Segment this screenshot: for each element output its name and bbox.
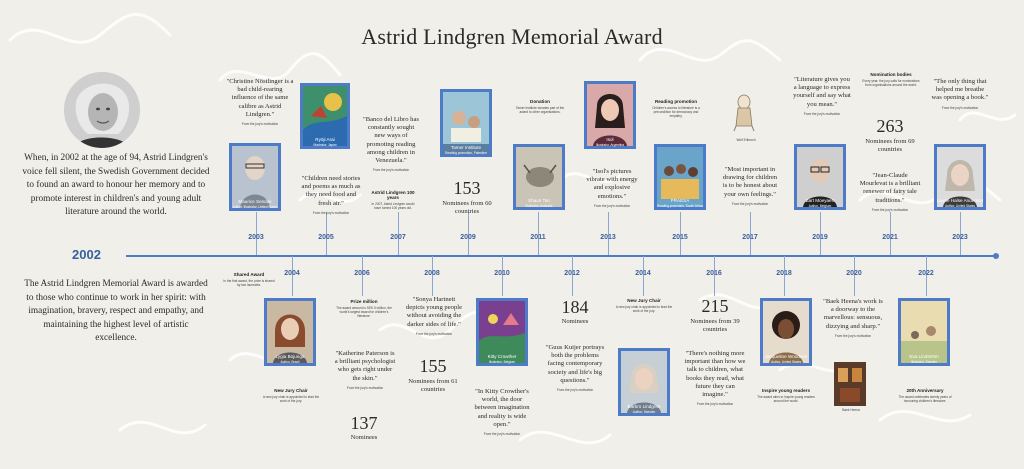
- year-label-2012: 2012: [564, 270, 580, 277]
- quote-guus-kuijer: "Guus Kuijer portrays both the problems facing contemporary society and life's big questions." From the jury's motivation: [545, 344, 605, 393]
- card-tamer-institute: Tamer Institute Reading promotion, Palestine: [440, 89, 492, 157]
- year-label-2004: 2004: [284, 270, 300, 277]
- count-2008-label: Nominees from 61 countries: [408, 378, 458, 393]
- quote-baek-heena: "Baek Heena's work is a doorway to the marvellous: sensuous, dizzying and sharp." From the jury's motivation: [823, 298, 883, 338]
- quote-bart-moeyaert: "Literature gives you a language to express yourself and say what you mean." From the jury's motivation: [793, 76, 851, 116]
- card-laurie-halse-anderson: Laurie Halse Anderson Author, United States: [934, 144, 986, 210]
- card-ryoji-arai: Ryōji Arai Illustrator, Japan: [300, 83, 350, 149]
- year-label-2020: 2020: [846, 270, 862, 277]
- blurb-20th-anniversary: 20th Anniversary The award celebrates twenty years of honouring children's literature.: [898, 388, 952, 404]
- blurb-new-jury-chair-2014: New Jury Chair A new jury chair is appointed to lead the work of the jury.: [615, 298, 673, 314]
- erlbruch-caption: Wolf Erlbruch: [736, 138, 756, 142]
- count-2009-number: 153: [453, 178, 481, 198]
- card-maurice-sendak: Maurice Sendak Author, Illustrator, United States: [229, 143, 281, 211]
- count-2008-number: 155: [419, 356, 447, 376]
- blurb-shared-award: Shared Award In the first award, the prize is shared by two laureates.: [223, 272, 275, 288]
- baek-heena-illustration: [834, 362, 866, 406]
- count-2012-number: 184: [561, 297, 589, 317]
- count-2016-label: Nominees from 39 countries: [690, 318, 740, 333]
- year-label-2009: 2009: [460, 234, 476, 241]
- blurb-reading-promotion: Reading promotion Children's access to literature is a precondition for democracy and empathy.: [652, 99, 700, 119]
- mission-text: The Astrid Lindgren Memorial Award is awarded to those who continue to work in her spirit: with imagination, bravery, respect and empathy, and maintaining the highest level of artistic excellence.: [24, 279, 208, 343]
- quote-isol: "Isol's pictures vibrate with energy and explosive emotions." From the jury's motivation: [586, 168, 638, 208]
- year-label-2019: 2019: [812, 234, 828, 241]
- count-2012-label: Nominees: [561, 318, 589, 325]
- quote-laurie-halse-anderson: "The only thing that helped me breathe was opening a book." From the jury's motivation: [931, 78, 989, 110]
- start-year-label: 2002: [72, 247, 101, 262]
- count-2006-label: Nominees: [350, 434, 378, 441]
- count-2021-number: 263: [876, 116, 904, 136]
- blurb-prize-million: Prize million The award amount is SEK 5 million, the world's largest award for children's literature.: [336, 299, 392, 319]
- card-eva-lindstrom: Eva Lindström Illustrator, Sweden: [898, 298, 950, 366]
- card-shaun-tan: Shaun Tan Illustrator, Australia: [513, 144, 565, 210]
- year-label-2023: 2023: [952, 234, 968, 241]
- year-label-2022: 2022: [918, 270, 934, 277]
- quote-katherine-paterson: "Katherine Paterson is a brilliant psychologist who gets right under the skin." From the jury's motivation: [334, 350, 396, 390]
- quote-ryoji-arai: "Children need stories and poems as much as they need food and fresh air." From the jury's motivation: [301, 175, 361, 215]
- year-label-2007: 2007: [390, 234, 406, 241]
- astrid-lindgren-portrait: [64, 72, 140, 148]
- baek-heena-caption: Baek Heena: [842, 408, 860, 412]
- page-title: Astrid Lindgren Memorial Award: [361, 24, 663, 49]
- intro-text: When, in 2002 at the age of 94, Astrid Lindgren's voice fell silent, the Swedish Government decided to found an award to honour her memory and to promote interest in children's and young adult literature around the world.: [22, 153, 210, 217]
- quote-banco-del-libro: "Banco del Libro has constantly sought new ways of promoting reading among children in Venezuela." From the jury's motivation: [363, 116, 419, 173]
- year-label-2006: 2006: [354, 270, 370, 277]
- quote-sonya-hartnett: "Sonya Hartnett depicts young people without avoiding the darker sides of life." From the jury's motivation: [405, 296, 463, 336]
- year-label-2018: 2018: [776, 270, 792, 277]
- year-label-2011: 2011: [530, 234, 546, 241]
- count-2006-number: 137: [350, 413, 378, 433]
- count-2016-number: 215: [701, 296, 729, 316]
- year-label-2021: 2021: [882, 234, 898, 241]
- year-label-2017: 2017: [742, 234, 758, 241]
- year-label-2016: 2016: [706, 270, 722, 277]
- quote-meg-rosoff: "There's nothing more important than how we talk to children, what books they read, what future they can imagine." From the jury's motivation: [684, 350, 746, 407]
- quote-mourlevat: "Jean-Claude Mourlevat is a brilliant renewer of fairy tale traditions." From the jury's motivation: [859, 172, 921, 212]
- card-isol: Isol Illustrator, Argentina: [584, 81, 636, 149]
- quote-kitty-crowther: "In Kitty Crowther's world, the door between imagination and reality is wide open." From the jury's motivation: [474, 388, 530, 437]
- card-kitty-crowther: Kitty Crowther Illustrator, Belgium: [476, 298, 528, 366]
- year-label-2013: 2013: [600, 234, 616, 241]
- erlbruch-illustration: [728, 92, 760, 132]
- blurb-nomination-bodies: Nomination bodies Every year, the jury calls for nominations from organisations around the world.: [862, 72, 920, 88]
- card-barbro-lindgren: Barbro Lindgren Author, Sweden: [618, 348, 670, 416]
- card-bart-moeyaert: Bart Moeyaert Author, Belgium: [794, 144, 846, 210]
- year-label-2003: 2003: [248, 234, 264, 241]
- blurb-astrid-100-years: Astrid Lindgren 100 years In 2007, Astrid Lindgren would have turned 100 years old.: [371, 190, 415, 211]
- blurb-donation: Donation Tamer Institute donates part of the award to other organisations.: [515, 99, 565, 115]
- count-2009-label: Nominees from 60 countries: [442, 200, 492, 215]
- card-jacqueline-woodson: Jacqueline Woodson Author, United States: [760, 298, 812, 366]
- timeline-axis: [126, 255, 996, 257]
- blurb-inspire-young-readers: Inspire young readers The award aims to inspire young readers around the world.: [757, 388, 815, 404]
- card-praesa: PRAESA Reading promotion, South Africa: [654, 144, 706, 210]
- year-label-2015: 2015: [672, 234, 688, 241]
- timeline-axis-end-dot: [993, 253, 999, 259]
- year-label-2005: 2005: [318, 234, 334, 241]
- quote-wolf-erlbruch: "Most important in drawing for children is to be honest about your own feelings." From the jury's motivation: [722, 166, 778, 206]
- count-2021-label: Nominees from 69 countries: [865, 138, 915, 153]
- blurb-new-jury-chair-2004: New Jury Chair A new jury chair is appointed to lead the work of the jury.: [262, 388, 320, 404]
- year-label-2008: 2008: [424, 270, 440, 277]
- year-label-2010: 2010: [494, 270, 510, 277]
- year-label-2014: 2014: [635, 270, 651, 277]
- card-lygia-bojunga: Lygia Bojunga Author, Brazil: [264, 298, 316, 366]
- quote-nostlinger: "Christine Nöstlinger is a bad child-rearing influence of the same calibre as Astrid Lindgren." From the jury's motivation: [226, 78, 294, 127]
